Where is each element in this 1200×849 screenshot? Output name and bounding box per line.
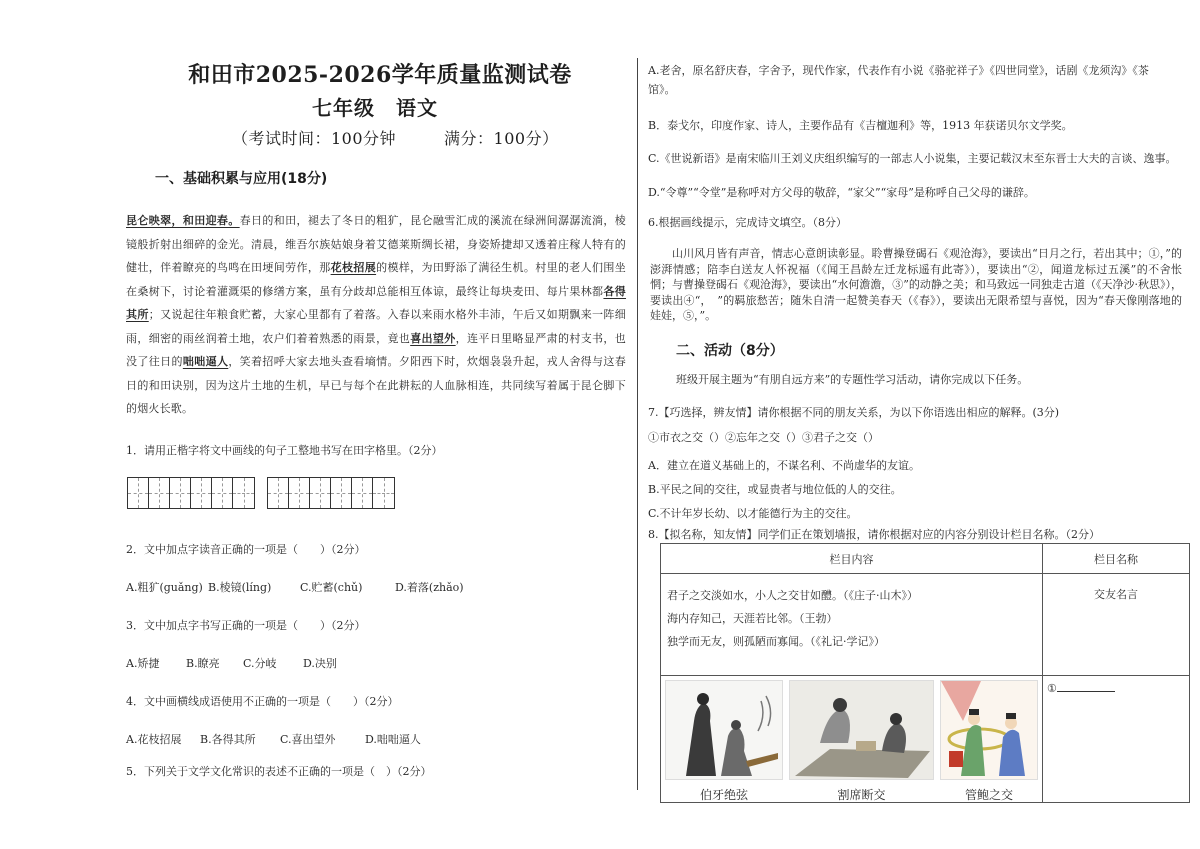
q3-option-b[interactable]: B.瞭亮 xyxy=(186,657,220,670)
name-cell-1: 交友名言 xyxy=(1043,574,1190,676)
blank-marker: ① xyxy=(1047,682,1057,695)
section1-heading: 一、基础积累与应用(18分) xyxy=(155,171,328,187)
caption-gexi: 割席断交 xyxy=(837,788,886,802)
passage-lead: 昆仑映翠，和田迎春。 xyxy=(126,214,240,227)
q2-option-a[interactable]: A.粗犷(guǎng) xyxy=(126,581,203,594)
q5-option-a-line2[interactable]: 馆》。 xyxy=(648,83,676,96)
idiom-underline: 咄咄逼人 xyxy=(182,355,229,368)
q3-option-d[interactable]: D.决别 xyxy=(303,657,337,670)
boya-illustration xyxy=(665,680,783,780)
idiom-underline: 各得其所 xyxy=(126,284,627,321)
q2-option-c[interactable]: C.贮蓄(chǔ) xyxy=(300,581,363,594)
q7-items[interactable]: ①市衣之交（）②忘年之交（）③君子之交（） xyxy=(648,431,879,444)
answer-blank-cell[interactable] xyxy=(1043,676,1190,803)
quotes-cell xyxy=(661,574,1043,676)
quote-2: 海内存知己，天涯若比邻。（王勃） xyxy=(667,612,838,625)
q5-option-a-line1[interactable]: A.老舍，原名舒庆春，字舍予，现代作家，代表作有小说《骆驼祥子》《四世同堂》，话剧《龙须沟》《茶 xyxy=(648,64,1149,77)
q4-option-c[interactable]: C.喜出望外 xyxy=(280,733,336,746)
quote-1: 君子之交淡如水，小人之交甘如醴。（《庄子·山木》） xyxy=(667,589,918,602)
question-8: 8.【拟名称，知友情】同学们正在策划墙报，请你根据对应的内容分别设计栏目名称。（2分） xyxy=(648,528,1100,541)
question-2: 2．文中加点字读音正确的一项是（ ）（2分） xyxy=(126,543,366,556)
q7-option-a: A．建立在道义基础上的，不谋名利、不尚虚华的友谊。 xyxy=(648,459,920,472)
question-5: 5．下列关于文学文化常识的表述不正确的一项是（ ）（2分） xyxy=(126,765,432,778)
question-1: 1．请用正楷字将文中画线的句子工整地书写在田字格里。（2分） xyxy=(126,444,443,457)
q4-option-a[interactable]: A.花枝招展 xyxy=(126,733,182,746)
q5-option-b[interactable]: B．泰戈尔，印度作家、诗人，主要作品有《吉檀迦利》等，1913 年获诺贝尔文学奖。 xyxy=(648,119,1073,132)
exam-score: 满分：100分） xyxy=(444,129,559,148)
exam-time: （考试时间：100分钟 xyxy=(232,129,397,148)
caption-guanbao: 管鲍之交 xyxy=(964,788,1013,802)
quote-3: 独学而无友，则孤陋而寡闻。（《礼记·学记》） xyxy=(667,635,885,648)
idiom-underline: 花枝招展 xyxy=(330,261,377,274)
activity-intro: 班级开展主题为“有朋自远方来”的专题性学习活动，请你完成以下任务。 xyxy=(676,373,1029,386)
poem-fill-passage: 山川风月皆有声音，情志心意朗读彰显。聆曹操登碣石《观沧海》，要读出“日月之行，若出其中；①，”的澎湃情感；陪李白送友人怀祝福（《闻王昌龄左迁龙标遥有此寄》），要读出“②，闻道龙标过五溪”的不舍怅惘；与曹操登碣石《观沧海》，要读出“水何澹澹，③”的动静之美；和马致远一同独走古道（《天净沙·秋思》），要读出④“， ”的羁旅愁苦；随朱自清一起赞美春天（《春》），要读出无限希望与喜悦，因为“春天像刚落地的娃娃，⑤，”。 xyxy=(650,247,1182,322)
q7-option-c: C.不计年岁长幼、以才能德行为主的交往。 xyxy=(648,507,858,520)
tianzige-grid-1[interactable] xyxy=(127,477,255,509)
gexi-illustration xyxy=(789,680,934,780)
idiom-underline: 喜出望外 xyxy=(410,331,456,345)
q4-option-b[interactable]: B.各得其所 xyxy=(200,733,256,746)
q5-option-c[interactable]: C.《世说新语》是南宋临川王刘义庆组织编写的一部志人小说集，主要记载汉末至东晋士大夫的言谈、逸事。 xyxy=(648,152,1177,165)
answer-blank-line[interactable] xyxy=(1057,682,1115,692)
q3-option-a[interactable]: A.矫捷 xyxy=(126,657,160,670)
column-table xyxy=(660,543,1190,803)
q4-option-d[interactable]: D.咄咄逼人 xyxy=(365,733,421,746)
exam-title: 和田市2025-2026学年质量监测试卷 xyxy=(188,62,572,88)
images-cell xyxy=(661,676,1043,803)
q3-option-c[interactable]: C.分岐 xyxy=(243,657,277,670)
question-3: 3．文中加点字书写正确的一项是（ ）（2分） xyxy=(126,619,366,632)
reading-passage: 昆仑映翠，和田迎春。春日的和田，褪去了冬日的粗犷，昆仑融雪汇成的溪流在绿洲间潺潺流淌，棱镜般折射出细碎的金光。清晨，维吾尔族姑娘身着艾德莱斯绸长裙，身姿矫捷却又透着庄稼人特有的健壮，伴着瞭亮的鸟鸣在田埂间劳作，那花枝招展的模样，为田野添了满径生机。村里的老人们围坐在桑树下，讨论着灌溉渠的修缮方案，虽有分歧却总能相互体谅，最终让每块麦田、每片果林都各得其所；又说起往年粮食贮蓄，大家心里都有了着落。入春以来雨水格外丰沛，午后又如期飘来一阵细雨，细密的雨丝润着土地，农户们着着熟悉的雨景，竟也喜出望外，连平日里略显严肃的村支书，也没了往日的咄咄逼人，笑着招呼大家去地头查看墒情。夕阳西下时，炊烟袅袅升起，戎人舍得与这春日的和田诀别，因为这片土地的生机，早已与每个在此耕耘的人血脉相连，共同续写着属于昆仑脚下的烟火长歌。 xyxy=(126,214,627,415)
question-7: 7.【巧选择，辨友情】请你根据不同的朋友关系，为以下你语选出相应的解释。(3分) xyxy=(648,406,1060,419)
section2-heading: 二、活动（8分） xyxy=(676,343,784,359)
q5-option-d[interactable]: D.“令尊”“令堂”是称呼对方父母的敬辞，“家父”“家母”是称呼自己父母的谦辞。 xyxy=(648,186,1035,199)
q2-option-d[interactable]: D.着落(zhǎo) xyxy=(395,581,464,594)
caption-boya: 伯牙绝弦 xyxy=(699,788,748,802)
right-column xyxy=(640,0,1200,849)
tianzige-grid-2[interactable] xyxy=(267,477,395,509)
grade-subject: 七年级 语文 xyxy=(312,96,438,120)
q7-option-b: B.平民之间的交往，或显贵者与地位低的人的交往。 xyxy=(648,483,902,496)
col-content-header: 栏目内容 xyxy=(661,544,1043,574)
q2-option-b[interactable]: B.棱镜(líng) xyxy=(208,581,272,594)
question-4: 4．文中画横线成语使用不正确的一项是（ ）（2分） xyxy=(126,695,399,708)
question-6: 6.根据画线提示，完成诗文填空。（8分） xyxy=(648,216,847,229)
figure-boya xyxy=(665,680,783,802)
col-name-header: 栏目名称 xyxy=(1043,544,1190,574)
figure-guanbao xyxy=(940,680,1038,802)
guanbao-illustration xyxy=(940,680,1038,780)
figure-gexi xyxy=(789,680,934,802)
exam-meta xyxy=(232,126,559,149)
column-divider xyxy=(637,58,638,790)
